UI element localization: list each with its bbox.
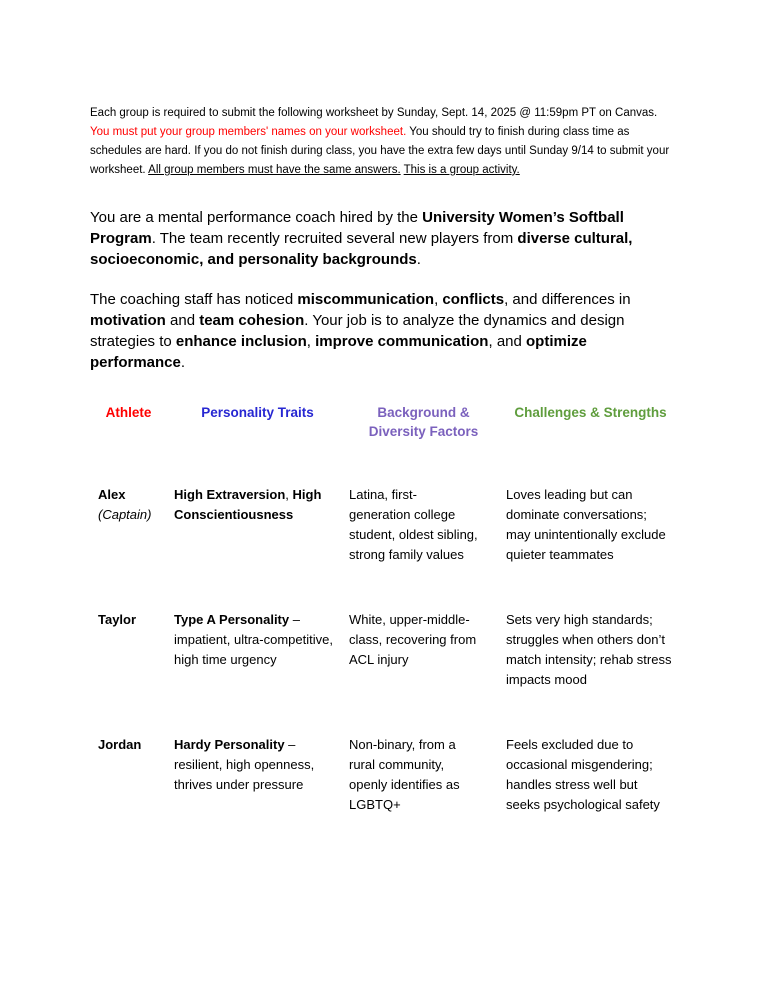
challenges-cell: Sets very high standards; struggles when others don’t match intensity; rehab stress impacts mood — [506, 612, 672, 688]
background-cell: Non-binary, from a rural community, openly identifies as LGBTQ+ — [349, 737, 460, 813]
background-cell: Latina, first-generation college student, oldest sibling, strong family values — [349, 487, 478, 563]
scenario-paragraph: You are a mental performance coach hired by the University Women’s Softball Program. The team recently recruited several new players from diverse cultural, socioeconomic, and personality backgrounds. — [90, 208, 633, 268]
personality-cell: High Extraversion, High Conscientiousness — [174, 487, 322, 523]
personality-cell: Hardy Personality – resilient, high openness, thrives under pressure — [174, 737, 315, 793]
athlete-cell — [90, 734, 173, 859]
table-row-taylor — [90, 609, 682, 734]
header-background-diversity: Background & Diversity Factors — [368, 404, 479, 440]
header-athlete: Athlete — [105, 404, 152, 420]
assignment-instructions: Each group is required to submit the following worksheet by Sunday, Sept. 14, 2025 @ 11:59pm PT on Canvas. You must put your group members' names on your worksheet. You should try to finish during class time as schedules are hard. If you do not finish during class, you have the extra few days until Sunday 9/14 to submit your worksheet. All group members must have the same answers. This is a group activity. — [90, 107, 670, 176]
table-row-alex — [90, 484, 682, 609]
table-row-jordan — [90, 734, 682, 859]
athlete-cell — [90, 484, 173, 609]
athlete-name: Alex — [98, 487, 126, 502]
athlete-name: Jordan — [98, 737, 142, 753]
personality-cell: Type A Personality – impatient, ultra-competitive, high time urgency — [174, 612, 333, 668]
athlete-note: (Captain) — [98, 507, 152, 523]
table-header-row — [90, 403, 682, 484]
background-cell: White, upper-middle-class, recovering from ACL injury — [349, 612, 477, 668]
header-personality-traits: Personality Traits — [201, 404, 314, 420]
athlete-cell — [90, 609, 173, 734]
task-paragraph: The coaching staff has noticed miscommunication, conflicts, and differences in motivation and team cohesion. Your job is to analyze the dynamics and design strategies to enhance inclusion, improve communication, and optimize performance. — [90, 290, 631, 371]
challenges-cell: Loves leading but can dominate conversations; may unintentionally exclude quieter teammates — [506, 487, 666, 563]
header-challenges-strengths: Challenges & Strengths — [514, 404, 667, 420]
athlete-name: Taylor — [98, 612, 137, 628]
athlete-roster-table — [90, 403, 682, 859]
challenges-cell: Feels excluded due to occasional misgendering; handles stress well but seeks psychological safety — [506, 737, 660, 813]
